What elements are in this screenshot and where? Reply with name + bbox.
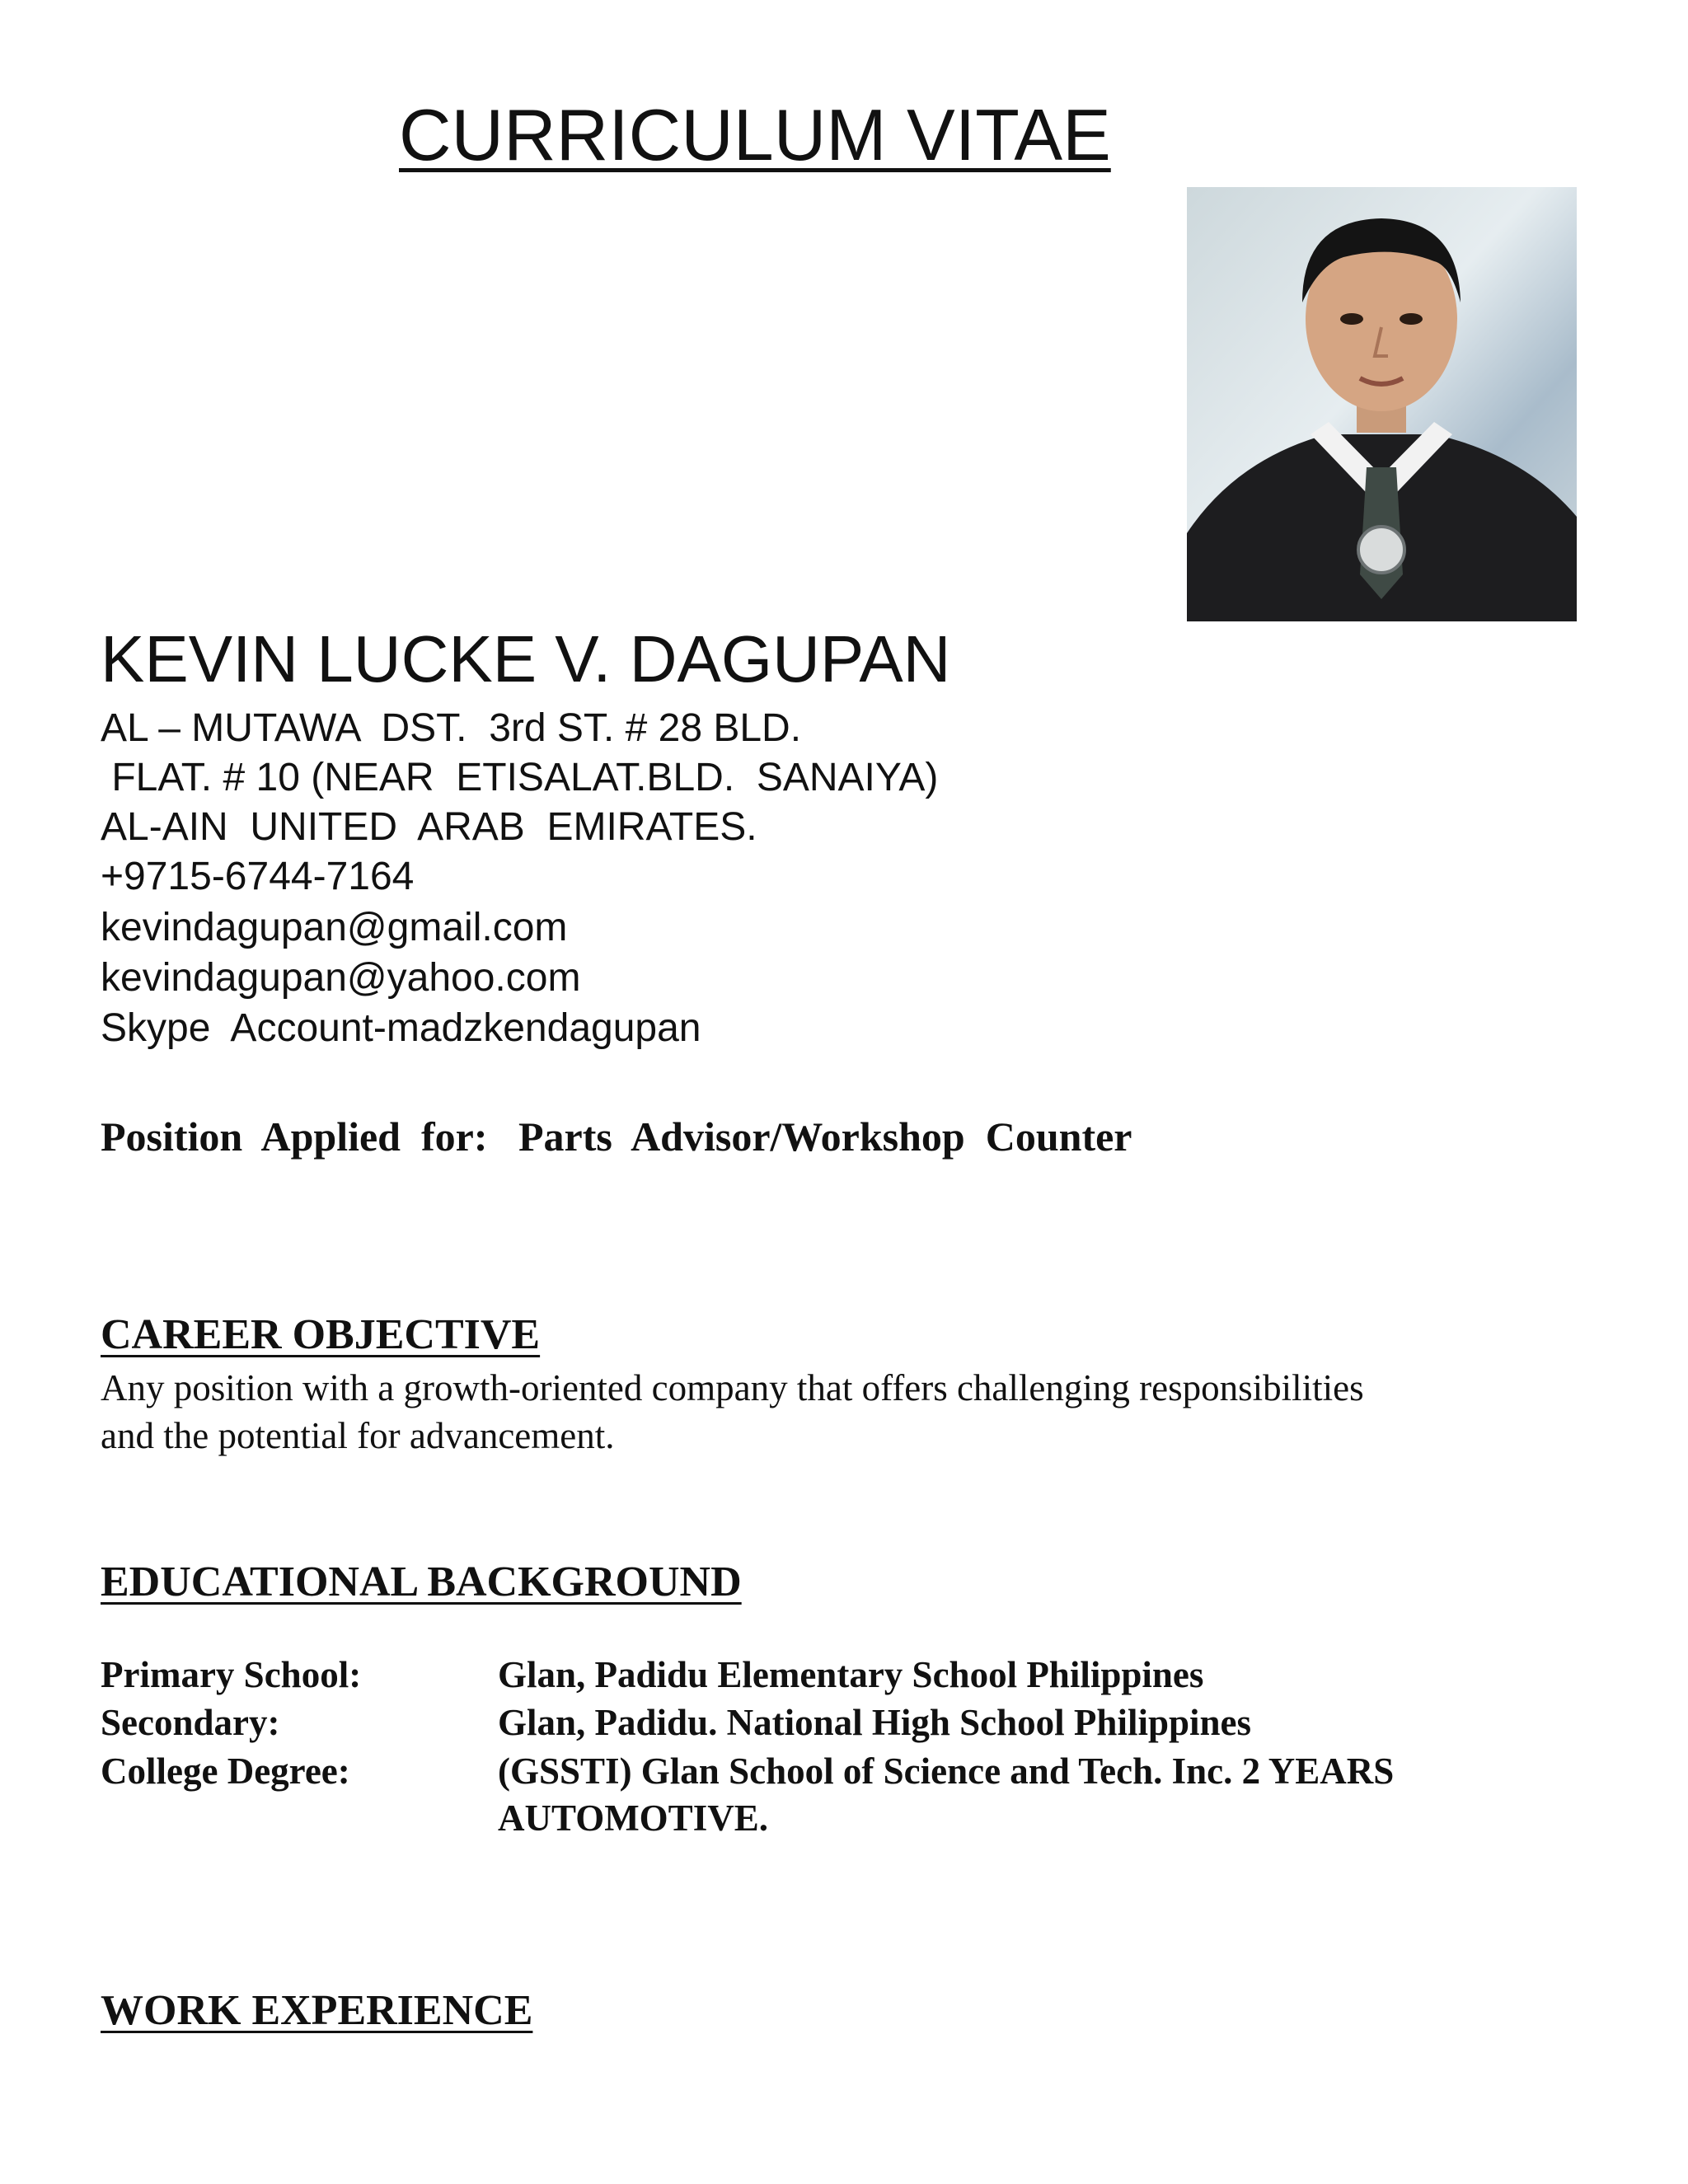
education-value: (GSSTI) Glan School of Science and Tech. Inc. 2 YEARS bbox=[498, 1750, 1395, 1792]
career-objective-line-1: Any position with a growth-oriented company that offers challenging responsibilities bbox=[101, 1367, 1364, 1408]
document-title: CURRICULUM VITAE bbox=[399, 94, 1111, 176]
address-line-1: AL – MUTAWA DST. 3rd ST. # 28 BLD. bbox=[101, 706, 802, 750]
education-label: College Degree: bbox=[101, 1750, 350, 1792]
position-applied: Position Applied for: Parts Advisor/Workshop Counter bbox=[101, 1113, 1132, 1160]
career-objective-line-2: and the potential for advancement. bbox=[101, 1415, 615, 1456]
education-label: Secondary: bbox=[101, 1702, 280, 1743]
education-heading: EDUCATIONAL BACKGROUND bbox=[101, 1558, 742, 1605]
education-value: Glan, Padidu. National High School Philippines bbox=[498, 1702, 1252, 1743]
education-value: AUTOMOTIVE. bbox=[498, 1797, 768, 1839]
email-gmail: kevindagupan@gmail.com bbox=[101, 906, 568, 949]
education-value: Glan, Padidu Elementary School Philippines bbox=[498, 1654, 1204, 1695]
address-line-2: FLAT. # 10 (NEAR ETISALAT.BLD. SANAIYA) bbox=[101, 756, 939, 799]
candidate-name: KEVIN LUCKE V. DAGUPAN bbox=[101, 622, 951, 696]
address-line-3: AL-AIN UNITED ARAB EMIRATES. bbox=[101, 805, 757, 849]
career-objective-heading: CAREER OBJECTIVE bbox=[101, 1311, 541, 1358]
email-yahoo: kevindagupan@yahoo.com bbox=[101, 956, 581, 1000]
profile-photo bbox=[1187, 187, 1577, 621]
work-experience-heading: WORK EXPERIENCE bbox=[101, 1987, 533, 2034]
skype-account: Skype Account-madzkendagupan bbox=[101, 1006, 701, 1050]
education-label: Primary School: bbox=[101, 1654, 362, 1695]
phone-number: +9715-6744-7164 bbox=[101, 855, 415, 898]
